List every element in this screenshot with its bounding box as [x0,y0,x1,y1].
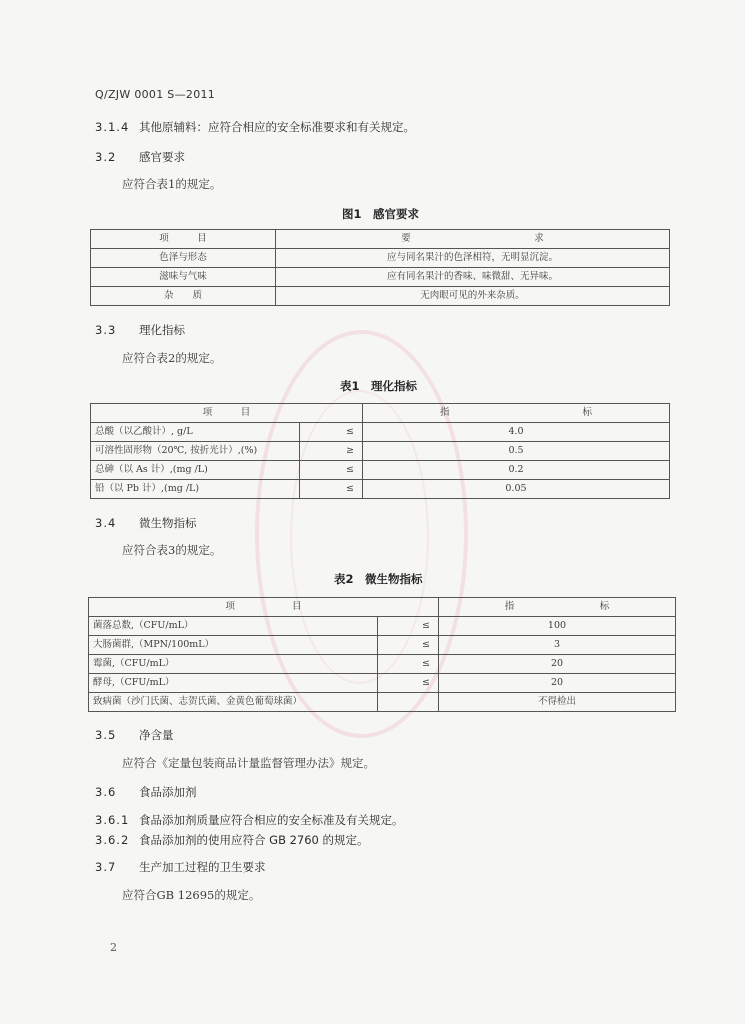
standard-code-header: Q/ZJW 0001 S—2011 [95,88,216,101]
header-item: 项 目 [89,598,439,617]
table3-caption: 表2 微生物指标 [334,572,423,586]
cell-item: 滋味与气味 [91,268,276,287]
cell-requirement: 应有同名果汁的香味、味微甜、无异味。 [276,268,670,287]
section-number: 3.2 [95,150,117,164]
section-number: 3.1.4 [95,120,130,134]
section-number: 3.5 [95,728,117,742]
section-text: 食品添加剂质量应符合相应的安全标准及有关规定。 [139,813,404,827]
cell-item: 致病菌（沙门氏菌、志贺氏菌、金黄色葡萄球菌） [89,693,378,712]
cell-requirement: 无肉眼可见的外来杂质。 [276,287,670,306]
microbiological-table [88,597,676,712]
cell-operator: ≤ [378,655,439,674]
table-row [89,655,676,674]
cell-value: 0.2 [363,461,670,480]
table-row [91,287,670,306]
table1-caption: 图1 感官要求 [342,207,420,221]
cell-value: 20 [439,674,676,693]
cell-item: 铅（以 Pb 计）,(mg /L) [91,480,300,499]
section-title: 生产加工过程的卫生要求 [139,860,266,874]
section-number: 3.6.2 [95,833,130,847]
cell-value: 20 [439,655,676,674]
table-header-row [91,230,670,249]
cell-item: 可溶性固形物（20℃, 按折光计）,(%) [91,442,300,461]
cell-operator: ≤ [378,674,439,693]
section-3-4-heading [95,515,197,531]
header-indicator: 指 标 [363,404,670,423]
section-number: 3.3 [95,323,117,337]
cell-operator: ≤ [378,617,439,636]
section-3-2-body: 应符合表1的规定。 [122,177,222,191]
section-3-1-4 [95,119,415,135]
table-row [89,636,676,655]
table-row [91,442,670,461]
cell-item: 总砷（以 As 计）,(mg /L) [91,461,300,480]
table-row [89,674,676,693]
header-indicator: 指 标 [439,598,676,617]
physicochemical-table [90,403,670,499]
cell-operator: ≤ [300,461,363,480]
cell-item: 霉菌,（CFU/mL） [89,655,378,674]
table-row [91,480,670,499]
table-header-row [89,598,676,617]
section-title: 理化指标 [139,323,185,337]
cell-value: 100 [439,617,676,636]
table2-caption: 表1 理化指标 [340,379,418,393]
header-item: 项 目 [91,404,363,423]
cell-item: 大肠菌群,（MPN/100mL） [89,636,378,655]
table-row [89,617,676,636]
section-3-3-body: 应符合表2的规定。 [122,351,222,365]
table-row [91,461,670,480]
section-3-5-heading [95,727,174,743]
cell-item: 总酸（以乙酸计）, g/L [91,423,300,442]
section-text: 食品添加剂的使用应符合 GB 2760 的规定。 [139,833,369,847]
section-title: 食品添加剂 [139,785,197,799]
cell-item: 菌落总数,（CFU/mL） [89,617,378,636]
section-3-6-2 [95,832,369,848]
section-3-7-body: 应符合GB 12695的规定。 [122,888,261,902]
cell-item: 杂 质 [91,287,276,306]
section-number: 3.7 [95,860,117,874]
section-title: 微生物指标 [139,516,197,530]
cell-operator: ≤ [300,423,363,442]
section-3-2-heading [95,149,185,165]
section-3-6-1 [95,812,404,828]
section-3-6-heading [95,784,197,800]
cell-operator [378,693,439,712]
section-number: 3.4 [95,516,117,530]
table-row [89,693,676,712]
cell-value: 0.5 [363,442,670,461]
section-text: 其他原辅料：应符合相应的安全标准要求和有关规定。 [139,120,415,134]
cell-value: 4.0 [363,423,670,442]
section-3-4-body: 应符合表3的规定。 [122,543,222,557]
section-number: 3.6 [95,785,117,799]
cell-value: 3 [439,636,676,655]
section-title: 净含量 [139,728,174,742]
table-row [91,423,670,442]
cell-item: 色泽与形态 [91,249,276,268]
section-3-3-heading [95,322,185,338]
cell-requirement: 应与同名果汁的色泽相符，无明显沉淀。 [276,249,670,268]
header-requirement: 要 求 [276,230,670,249]
section-title: 感官要求 [139,150,185,164]
table-row [91,268,670,287]
cell-item: 酵母,（CFU/mL） [89,674,378,693]
cell-operator: ≥ [300,442,363,461]
cell-value: 0.05 [363,480,670,499]
section-number: 3.6.1 [95,813,130,827]
page-number: 2 [110,941,117,954]
cell-operator: ≤ [378,636,439,655]
section-3-5-body: 应符合《定量包装商品计量监督管理办法》规定。 [122,756,375,770]
sensory-requirements-table [90,229,670,306]
table-header-row [91,404,670,423]
cell-operator: ≤ [300,480,363,499]
table-row [91,249,670,268]
cell-value: 不得检出 [439,693,676,712]
header-item: 项 目 [91,230,276,249]
section-3-7-heading [95,859,266,875]
